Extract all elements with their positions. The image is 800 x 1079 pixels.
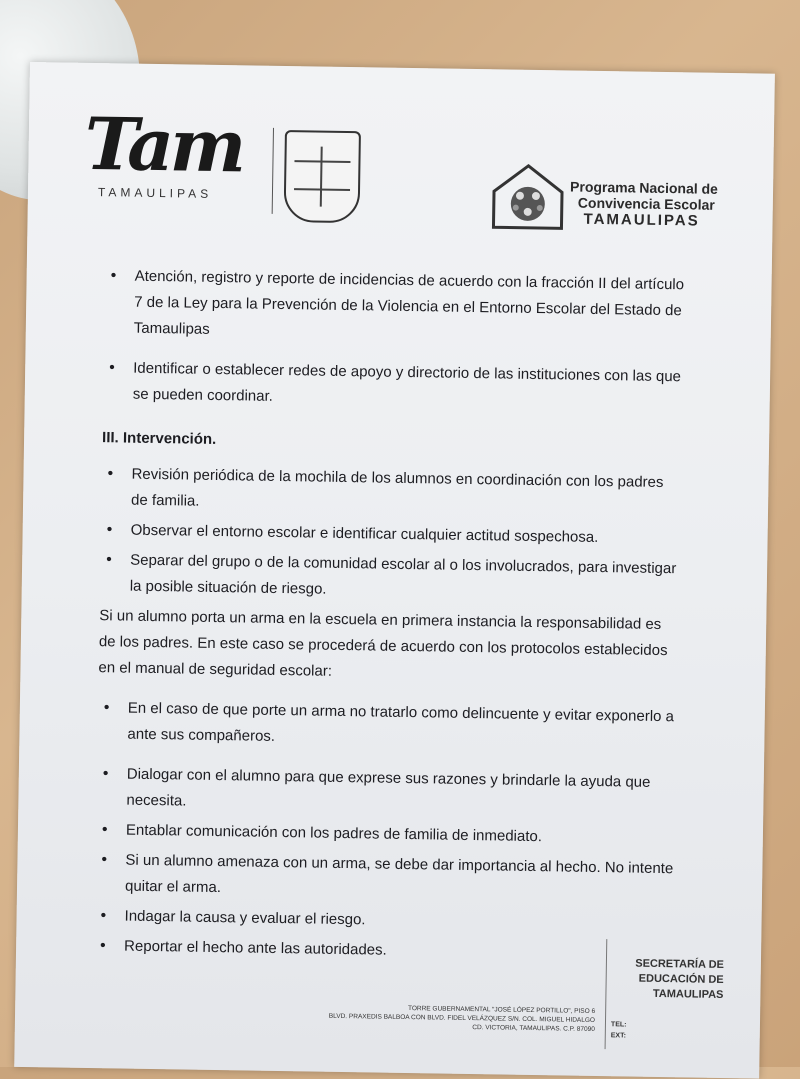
ext-label: EXT: bbox=[610, 1032, 627, 1040]
document-page bbox=[14, 62, 775, 1079]
paragraph-weapon: Si un alumno porta un arma en la escuela en primera instancia la responsabilidad es de los padres. En este caso se procederá de acuerdo con los protocolos establecidos en el manual de seguridad escolar: bbox=[98, 607, 668, 680]
section-heading: III. Intervención. bbox=[101, 429, 217, 448]
tam-logo-text: Tam bbox=[84, 100, 243, 189]
list-item: • Reportar el hecho ante las autoridades. bbox=[94, 933, 674, 968]
list-item: • Si un alumno amenaza con un arma, se debe dar importancia al hecho. No intente quitar el arma. bbox=[95, 847, 676, 908]
address-line2: BLVD. PRAXEDIS BALBOA CON BLVD. FIDEL VELÁZQUEZ S/N. COL. MIGUEL HIDALGO bbox=[328, 1012, 596, 1024]
list-item: • En el caso de que porte un arma no tratarlo como delincuente y evitar exponerlo a ante sus compañeros. bbox=[97, 695, 678, 756]
list-item: • Entablar comunicación con los padres de familia de inmediato. bbox=[96, 817, 676, 852]
tamaulipas-logo bbox=[84, 101, 266, 214]
program-title-line1: Programa Nacional de bbox=[569, 178, 719, 197]
address-line1: TORRE GUBERNAMENTAL "JOSÉ LÓPEZ PORTILLO", PISO 6 bbox=[407, 1005, 596, 1015]
list-item: • Dialogar con el alumno para que exprese sus razones y brindarle la ayuda que necesita. bbox=[96, 761, 677, 822]
footer-contact bbox=[611, 1019, 627, 1041]
tam-logo-subtitle: TAMAULIPAS bbox=[97, 185, 213, 201]
list-item: • Separar del grupo o de la comunidad escolar al o los involucrados, para investigar la posible situación de riesgo. bbox=[100, 547, 681, 608]
secretaria-line3: TAMAULIPAS bbox=[652, 987, 724, 1002]
program-title bbox=[569, 179, 718, 230]
program-title-line2: Convivencia Escolar bbox=[577, 194, 715, 213]
bullet-list-protocol bbox=[94, 695, 678, 968]
footer-address bbox=[305, 1002, 595, 1034]
state-crest-icon bbox=[284, 130, 361, 223]
bullet-list-intervention bbox=[100, 461, 682, 608]
program-house-icon bbox=[489, 161, 566, 232]
list-item: • Revisión periódica de la mochila de los alumnos en coordinación con los padres de familia. bbox=[101, 461, 682, 522]
list-item: • Atención, registro y reporte de incidencias de acuerdo con la fracción II del artículo 7 de la Ley para la Prevención de la Violencia en el Entorno Escolar del Estado de Tamaulipas bbox=[104, 263, 685, 350]
secretaria-label bbox=[627, 957, 724, 1004]
document-body bbox=[94, 263, 685, 972]
secretaria-line1: SECRETARÍA DE bbox=[635, 957, 724, 972]
address-line3: CD. VICTORIA, TAMAULIPAS. C.P. 87090 bbox=[472, 1024, 595, 1033]
tel-label: TEL: bbox=[610, 1021, 627, 1029]
bullet-list-top bbox=[103, 263, 685, 416]
program-title-line3: TAMAULIPAS bbox=[583, 210, 700, 230]
logo-divider bbox=[272, 128, 274, 214]
list-item: • Observar el entorno escolar e identificar cualquier actitud sospechosa. bbox=[100, 517, 680, 552]
list-item: • Indagar la causa y evaluar el riesgo. bbox=[94, 903, 674, 938]
list-item: • Identificar o establecer redes de apoyo y directorio de las instituciones con las que se pueden coordinar. bbox=[103, 355, 684, 416]
secretaria-line2: EDUCACIÓN DE bbox=[638, 972, 724, 987]
